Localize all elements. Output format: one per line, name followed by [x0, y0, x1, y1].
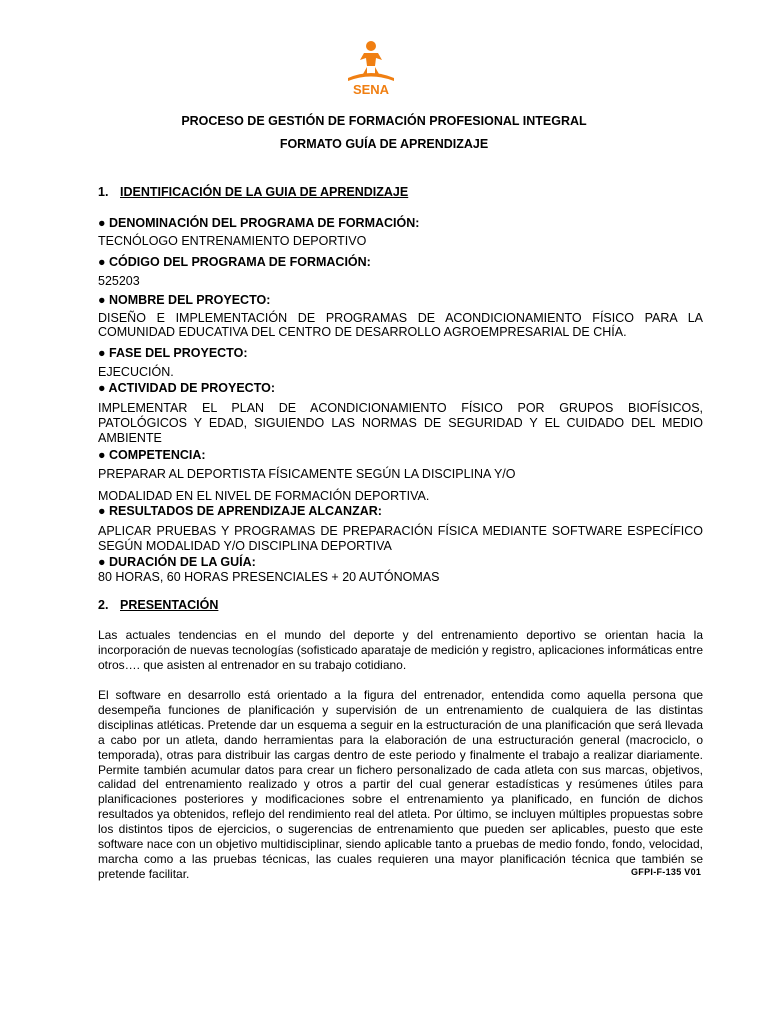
field-project-name	[98, 293, 703, 339]
field-label: ● CÓDIGO DEL PROGRAMA DE FORMACIÓN:	[98, 255, 371, 269]
section-2-heading	[98, 598, 218, 612]
field-value: EJECUCIÓN.	[98, 365, 174, 379]
section-1-title: IDENTIFICACIÓN DE LA GUIA DE APRENDIZAJE	[120, 185, 409, 199]
field-value: IMPLEMENTAR EL PLAN DE ACONDICIONAMIENTO FÍSICO POR GRUPOS BIOFÍSICOS, PATOLÓGICOS Y EDAD, SIGUIENDO LAS NORMAS DE SEGURIDAD Y EL CUIDADO DEL MEDIO AMBIENTE	[98, 401, 703, 445]
field-competence	[98, 448, 703, 503]
field-label: ● NOMBRE DEL PROYECTO:	[98, 293, 271, 307]
document-subtitle: FORMATO GUÍA DE APRENDIZAJE	[279, 137, 489, 151]
sena-logo-text: SENA	[352, 82, 390, 97]
field-value: PREPARAR AL DEPORTISTA FÍSICAMENTE SEGÚN LA DISCIPLINA Y/O	[98, 467, 516, 481]
field-value: DISEÑO E IMPLEMENTACIÓN DE PROGRAMAS DE ACONDICIONAMIENTO FÍSICO PARA LA COMUNIDAD EDUCATIVA DEL CENTRO DE DESARROLLO AGROEMPRESARIAL DE CHÍA.	[98, 311, 703, 339]
field-value: 80 HORAS, 60 HORAS PRESENCIALES + 20 AUTÓNOMAS	[98, 570, 440, 584]
field-value: APLICAR PRUEBAS Y PROGRAMAS DE PREPARACIÓN FÍSICA MEDIANTE SOFTWARE ESPECÍFICO SEGÚN MODALIDAD Y/O DISCIPLINA DEPORTIVA	[98, 524, 703, 553]
field-label: ● DURACIÓN DE LA GUÍA:	[98, 555, 256, 569]
document-title: PROCESO DE GESTIÓN DE FORMACIÓN PROFESIONAL INTEGRAL	[181, 114, 587, 128]
field-label: ● COMPETENCIA:	[98, 448, 206, 462]
section-1-heading	[98, 185, 408, 199]
field-label: ● RESULTADOS DE APRENDIZAJE ALCANZAR:	[98, 504, 382, 518]
section-2-number: 2.	[98, 598, 109, 612]
field-label: ● FASE DEL PROYECTO:	[98, 346, 248, 360]
field-label: ● ACTIVIDAD DE PROYECTO:	[98, 381, 276, 395]
presentation-paragraph-2: El software en desarrollo está orientado a la figura del entrenador, entendida como aquella persona que desempeña funciones de planificación y supervisión de un entrenamiento de cualquiera de las distintas disciplinas atléticas. Pretende dar un esquema a seguir en la estructuración de una planificación que será llevada a cabo por un atleta, dando herramientas para la elaboración de una estructuración general (macrociclo, o temporada), otras para distribuir las cargas dentro de este periodo y finalmente el trabajo a realizar diariamente. Permite también acumular datos para crear un fichero personalizado de cada atleta con sus marcas, objetivos, calidad del entrenamiento realizado y otros a partir del cual generar estadísticas y resúmenes útiles para planificaciones posteriores y modificaciones sobre el entrenamiento ya planificado, en función de dichos resultados ya obtenidos, reflejo del rendimiento real del atleta. Por último, se incluyen múltiples propuestas sobre los distintos tipos de ejercicios, o sugerencias de entrenamiento que pueden ser aplicables, puesto que este software nace con un objetivo multidisciplinar, siendo aplicable tanto a pruebas de medio fondo, fondo, velocidad, marcha como a las pruebas técnicas, las cuales requieren una mayor planificación técnica que también se pretende facilitar.	[98, 688, 703, 881]
field-project-phase	[98, 346, 703, 379]
field-duration	[98, 555, 703, 584]
field-value: 525203	[98, 274, 140, 288]
field-program-code	[98, 255, 703, 288]
field-program-name	[98, 216, 703, 248]
section-2-title: PRESENTACIÓN	[120, 598, 219, 612]
form-code: GFPI-F-135 V01	[631, 867, 702, 877]
field-value-continued: MODALIDAD EN EL NIVEL DE FORMACIÓN DEPORTIVA.	[98, 489, 430, 503]
sena-logo	[342, 40, 400, 98]
field-value: TECNÓLOGO ENTRENAMIENTO DEPORTIVO	[98, 234, 367, 248]
presentation-paragraph-1: Las actuales tendencias en el mundo del deporte y del entrenamiento deportivo se orientan hacia la incorporación de nuevas tecnologías (sofisticado aparataje de medición y registro, aplicaciones informáticas entre otros…. que asisten al entrenador en su trabajo cotidiano.	[98, 628, 703, 672]
field-learning-results	[98, 504, 703, 554]
field-project-activity	[98, 381, 703, 446]
field-label: ● DENOMINACIÓN DEL PROGRAMA DE FORMACIÓN:	[98, 216, 420, 230]
section-1-number: 1.	[98, 185, 109, 199]
